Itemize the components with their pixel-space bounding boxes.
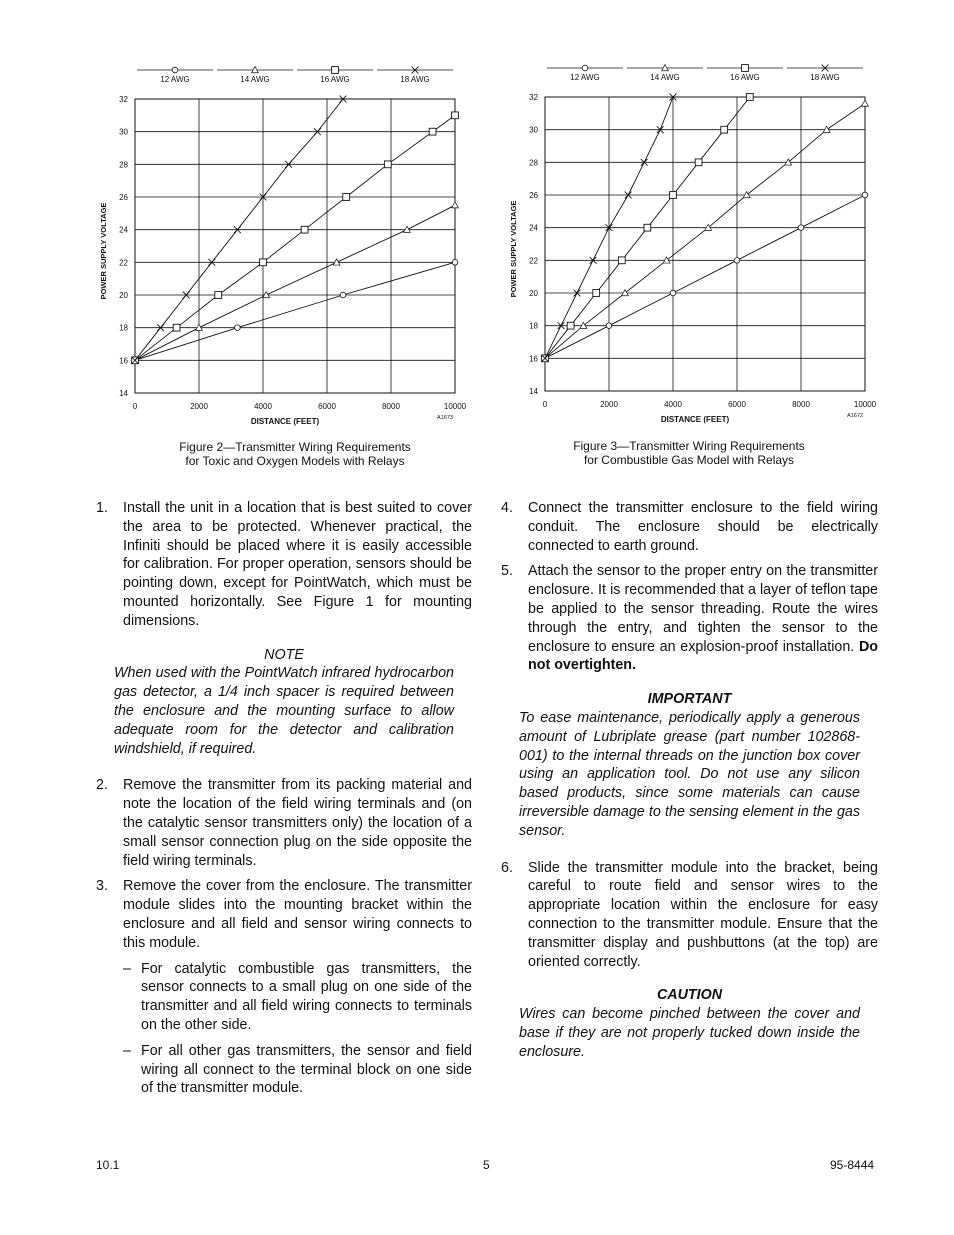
- y-tick-label: 30: [119, 127, 128, 137]
- y-tick-label: 32: [119, 95, 128, 104]
- figure-3-caption-line2: for Combustible Gas Model with Relays: [583, 453, 795, 467]
- data-point: [695, 159, 702, 166]
- dash: –: [123, 1042, 131, 1059]
- step-2: [96, 776, 472, 870]
- y-tick-label: 22: [119, 258, 128, 268]
- legend-label: 12 AWG: [160, 75, 190, 84]
- data-point: [235, 325, 241, 331]
- y-tick-label: 20: [119, 291, 128, 300]
- data-point: [721, 126, 728, 133]
- right-column: [501, 499, 878, 1080]
- legend-marker: [172, 67, 178, 73]
- x-tick-label: 0: [542, 400, 548, 409]
- series-16-awg: [132, 112, 459, 364]
- data-point: [215, 292, 222, 299]
- y-tick-label: 20: [529, 289, 538, 298]
- figure-2-caption: [140, 440, 450, 468]
- plot-frame: [135, 99, 455, 393]
- data-point: [798, 225, 804, 231]
- y-axis-label: POWER SUPPLY VOLTAGE: [99, 202, 108, 300]
- figure-ref-code: A1673: [437, 415, 453, 421]
- step-number: 3.: [96, 878, 108, 895]
- step-number: 5.: [501, 563, 513, 580]
- legend-marker: [582, 65, 588, 71]
- step-text: Install the unit in a location that is best suited to cover the area to be protected. Whenever practical, the Infiniti should be placed where it is easily accessible for calibration. For proper operation, sensors should be pointing down, except for PointWatch, which must be mounted horizontally. See Figure 1 for mounting dimensions.: [123, 500, 472, 629]
- x-axis-label: DISTANCE (FEET): [250, 417, 320, 426]
- step-text: Attach the sensor to the proper entry on the transmitter enclosure. It is recommended that a layer of teflon tape be applied to the sensor threading. Route the wires through the entry, and tighten the sensor to the enclosure to ensure an explosion-proof installation.: [528, 563, 878, 655]
- y-tick-label: 18: [529, 321, 538, 331]
- footer-left: 10.1: [96, 1158, 120, 1172]
- important-box: [501, 690, 878, 840]
- data-point: [452, 260, 458, 266]
- y-tick-label: 26: [119, 193, 128, 202]
- step-3-sub-2: [123, 1042, 472, 1098]
- step-text: Connect the transmitter enclosure to the field wiring conduit. The enclosure should be electrically connected to earth ground.: [528, 500, 878, 554]
- series-line: [135, 115, 455, 360]
- step-6: [501, 859, 878, 972]
- data-point: [670, 192, 677, 199]
- plot-frame: [545, 97, 865, 391]
- data-point: [644, 224, 651, 231]
- x-tick-label: 10000: [853, 400, 877, 409]
- x-tick-label: 4000: [664, 400, 682, 409]
- caution-title: CAUTION: [656, 987, 723, 1004]
- series-line: [545, 104, 865, 359]
- series-line: [545, 195, 865, 358]
- step-4: [501, 499, 878, 555]
- y-tick-label: 32: [529, 93, 538, 102]
- x-tick-label: 4000: [254, 402, 272, 411]
- footer-page-number: 5: [483, 1158, 490, 1172]
- legend-label: 16 AWG: [320, 75, 350, 84]
- x-tick-label: 2000: [190, 402, 208, 411]
- data-point: [384, 161, 391, 168]
- data-point: [862, 100, 869, 106]
- step-text: Remove the transmitter from its packing material and note the location of the field wiring terminals and (on the catalytic sensor transmitters only) the location of a small sensor connection plug on the side opposite the field wiring terminals.: [123, 777, 472, 869]
- sub-text: For catalytic combustible gas transmitters, the sensor connects to a small plug on one side of the transmitter and all field wiring connects to terminals on the other side.: [141, 960, 472, 1033]
- legend-label: 14 AWG: [650, 73, 680, 82]
- left-column: [96, 499, 472, 1105]
- y-tick-label: 16: [119, 356, 128, 366]
- x-tick-label: 6000: [318, 402, 336, 411]
- important-title: IMPORTANT: [647, 691, 732, 708]
- note-title: NOTE: [264, 646, 304, 663]
- legend-label: 14 AWG: [240, 75, 270, 84]
- note-box: [96, 646, 472, 759]
- footer-doc-number: 95-8444: [830, 1158, 875, 1172]
- step-1: [96, 499, 472, 631]
- series-12-awg: [132, 260, 458, 364]
- y-tick-label: 30: [529, 125, 538, 135]
- data-point: [260, 259, 267, 266]
- data-point: [746, 94, 753, 101]
- x-tick-label: 10000: [443, 402, 467, 411]
- sub-text: For all other gas transmitters, the sensor and field wiring all connect to the terminal block on one side of the transmitter module.: [141, 1042, 472, 1097]
- series-12-awg: [542, 192, 868, 361]
- step-number: 4.: [501, 500, 513, 516]
- legend-marker: [742, 65, 749, 72]
- caution-box: [501, 986, 878, 1061]
- series-14-awg: [542, 100, 869, 361]
- legend-label: 18 AWG: [400, 75, 430, 84]
- y-tick-label: 14: [119, 389, 128, 398]
- legend-label: 16 AWG: [730, 73, 760, 82]
- x-tick-label: 8000: [382, 402, 400, 411]
- y-tick-label: 28: [529, 158, 538, 168]
- data-point: [343, 194, 350, 201]
- step-text: Remove the cover from the enclosure. The transmitter module slides into the mounting bracket within the enclosure and all field and sensor wiring connects to this module.: [123, 878, 472, 951]
- figure-3-caption-line1: Figure 3—Transmitter Wiring Requirements: [573, 439, 805, 453]
- x-axis-label: DISTANCE (FEET): [660, 415, 730, 424]
- data-point: [606, 323, 612, 329]
- y-tick-label: 24: [119, 225, 128, 235]
- dash: –: [123, 960, 131, 977]
- caution-body: Wires can become pinched between the cover and base if they are not properly tucked down inside the enclosure.: [519, 1006, 860, 1060]
- data-point: [670, 290, 676, 296]
- y-tick-label: 24: [529, 223, 538, 233]
- figure-3-caption: [534, 439, 844, 467]
- step-text: Slide the transmitter module into the bracket, being careful to route field and sensor wires to the appropriate location within the enclosure for easy connection to the transmitter module. Ensure that the transmitter display and pushbuttons (at the top) are oriented correctly.: [528, 859, 878, 970]
- legend-label: 12 AWG: [570, 73, 600, 82]
- step-3-sub-1: [123, 960, 472, 1035]
- data-point: [618, 257, 625, 264]
- step-3: [96, 877, 472, 952]
- step-number: 1.: [96, 500, 108, 516]
- figure-2-caption-line1: Figure 2—Transmitter Wiring Requirements: [179, 440, 411, 454]
- y-tick-label: 28: [119, 160, 128, 170]
- data-point: [862, 192, 868, 198]
- step-number: 2.: [96, 777, 108, 794]
- y-tick-label: 26: [529, 191, 538, 200]
- step-number: 6.: [501, 859, 513, 876]
- note-body: When used with the PointWatch infrared hydrocarbon gas detector, a 1/4 inch spacer is required between the enclosure and the mounting surface to allow adequate room for the detector and calibration windshield, if required.: [114, 665, 454, 757]
- step-5: [501, 562, 878, 675]
- step-warning: Do not overtighten.: [528, 638, 878, 674]
- y-tick-label: 18: [119, 323, 128, 333]
- data-point: [593, 290, 600, 297]
- x-tick-label: 8000: [792, 400, 810, 409]
- figure-2-chart: [90, 60, 480, 435]
- y-tick-label: 16: [529, 354, 538, 364]
- x-tick-label: 6000: [728, 400, 746, 409]
- y-tick-label: 14: [529, 387, 538, 396]
- figure-2-caption-line2: for Toxic and Oxygen Models with Relays: [185, 454, 405, 468]
- data-point: [301, 226, 308, 233]
- legend-marker: [332, 67, 339, 74]
- data-point: [173, 324, 180, 331]
- data-point: [340, 292, 346, 298]
- figure-3-chart: [500, 58, 890, 433]
- data-point: [567, 322, 574, 329]
- legend-label: 18 AWG: [810, 73, 840, 82]
- data-point: [452, 112, 459, 119]
- series-line: [135, 262, 455, 360]
- data-point: [429, 128, 436, 135]
- data-point: [452, 202, 459, 208]
- x-tick-label: 0: [132, 402, 138, 411]
- important-body: To ease maintenance, periodically apply a generous amount of Lubriplate grease (part number 102868-001) to the internal threads on the junction box cover using an application tool. Do not use any silicon based products, since some materials can cause irreversible damage to the sensing element in the gas sensor.: [519, 709, 860, 839]
- y-axis-label: POWER SUPPLY VOLTAGE: [509, 200, 518, 298]
- data-point: [734, 258, 740, 264]
- figure-ref-code: A1672: [847, 413, 863, 419]
- series-14-awg: [132, 202, 459, 363]
- x-tick-label: 2000: [600, 400, 618, 409]
- y-tick-label: 22: [529, 256, 538, 266]
